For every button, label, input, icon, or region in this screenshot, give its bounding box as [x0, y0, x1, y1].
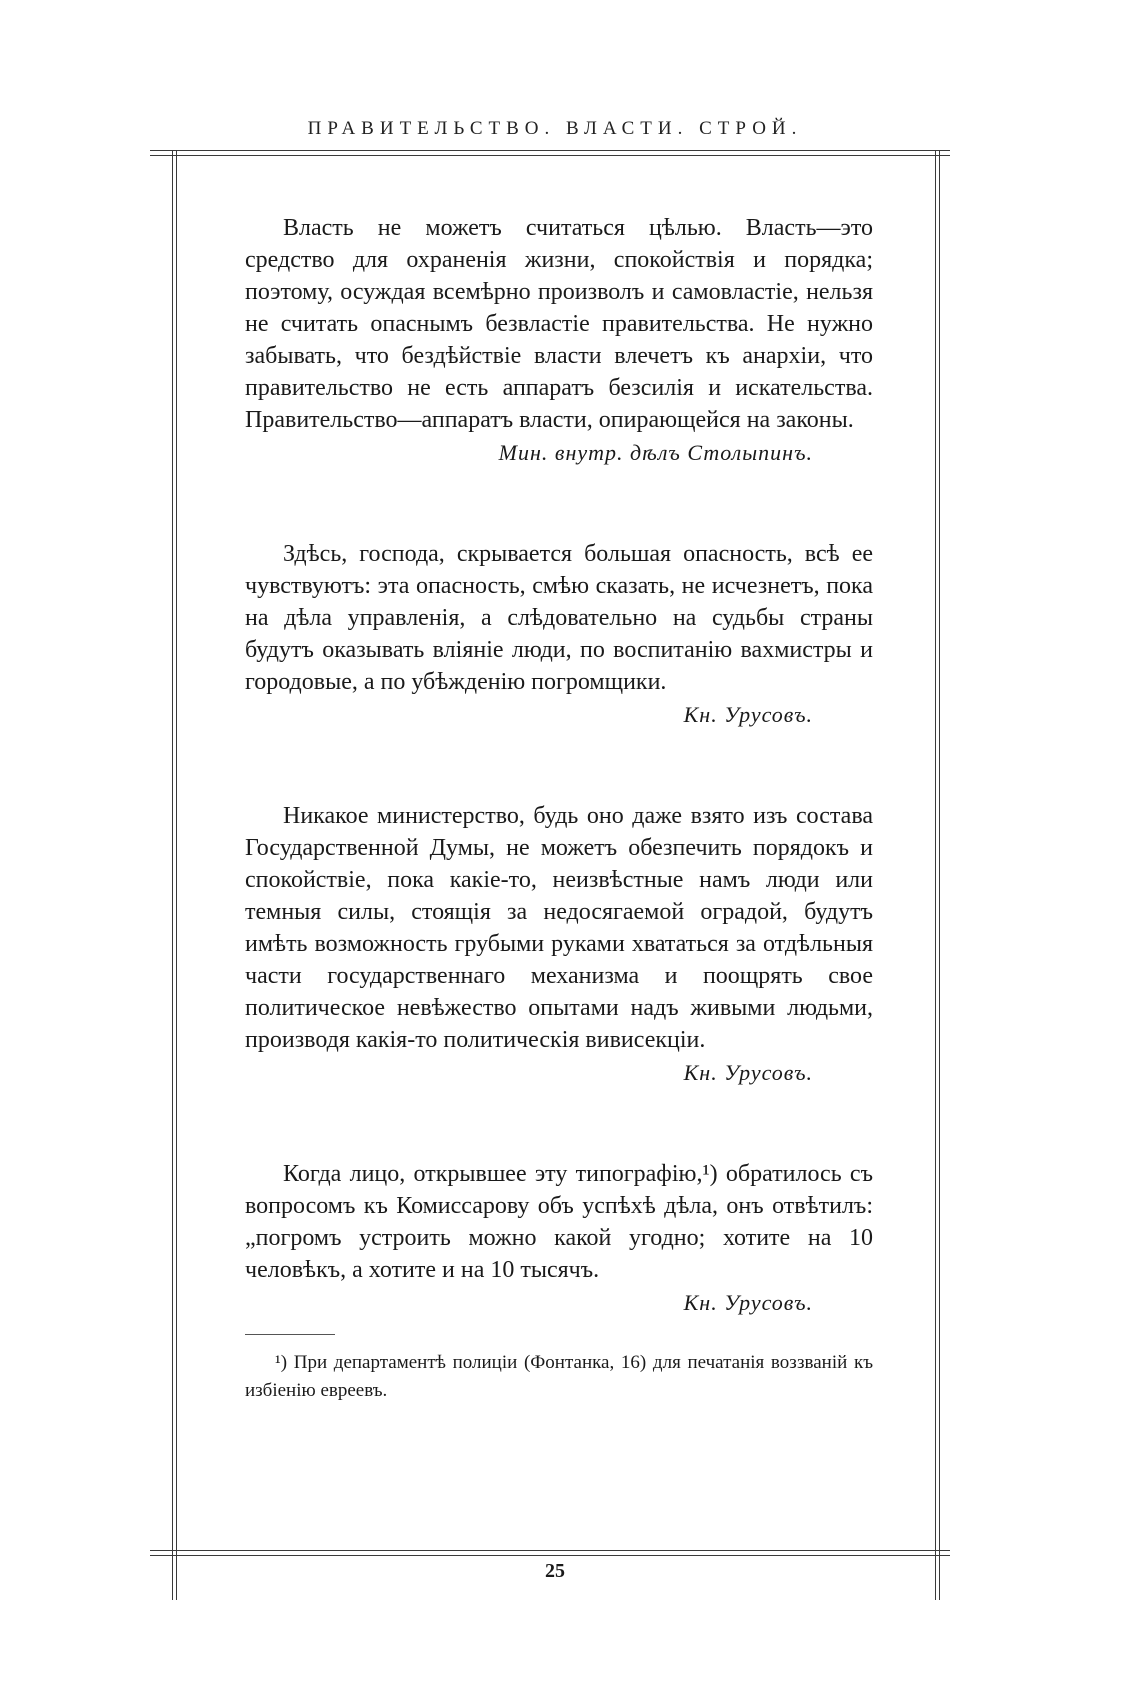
footnote-marker: ¹)	[275, 1352, 288, 1373]
footnote	[245, 1349, 873, 1405]
quote-text: Власть не можетъ считаться цѣлью. Власть—это средство для охраненія жизни, спокойствія и порядка; поэтому, осуждая всемѣрно произволъ и самовластіе, нельзя не считать опаснымъ безвластіе правительства. Не нужно забывать, что бездѣйствіе власти влечетъ къ анархіи, что правительство не есть аппаратъ безсилія и искательства. Правительство—аппаратъ власти, опирающейся на законы.	[245, 215, 873, 433]
running-header: ПРАВИТЕЛЬСТВО. ВЛАСТИ. СТРОЙ.	[307, 118, 803, 139]
frame-left-line-inner	[176, 150, 177, 1600]
quote-attribution: Мин. внутр. дѣлъ Столыпинъ.	[498, 440, 813, 465]
footnote-text: При департаментѣ полиціи (Фонтанка, 16) для печатанія воззваній къ избіенію евреевъ.	[245, 1352, 874, 1401]
frame-top-line	[150, 150, 950, 151]
frame-bottom-line	[150, 1555, 950, 1556]
quote-block	[245, 212, 873, 466]
quote-attribution: Кн. Урусовъ.	[683, 1290, 813, 1315]
frame-left-line	[172, 150, 173, 1600]
quote-block	[245, 1158, 873, 1316]
quote-block	[245, 800, 873, 1086]
footnote-divider	[245, 1334, 335, 1335]
quote-block	[245, 538, 873, 728]
quote-text: Здѣсь, господа, скрывается большая опасность, всѣ ее чувствуютъ: эта опасность, смѣю сказать, не исчезнетъ, пока на дѣла управленія, а слѣдовательно на судьбы страны будутъ оказывать вліяніе люди, по воспитанію вахмистры и городовые, а по убѣжденію погромщики.	[245, 541, 873, 695]
frame-right-line-inner	[935, 150, 936, 1600]
quote-text: Никакое министерство, будь оно даже взято изъ состава Государственной Думы, не можетъ обезпечить порядокъ и спокойствіе, пока какіе-то, неизвѣстные намъ люди или темныя силы, стоящія за недосягаемой оградой, будутъ имѣть возможность грубыми руками хвататься за отдѣльныя части государственнаго механизма и поощрять свое политическое невѣжество опытами надъ живыми людьми, производя какія-то политическія вивисекціи.	[245, 803, 873, 1053]
page-content	[245, 212, 873, 1405]
quote-attribution: Кн. Урусовъ.	[683, 702, 813, 727]
quote-text: Когда лицо, открывшее эту типографію,¹) обратилось съ вопросомъ къ Комиссарову объ успѣхѣ дѣла, онъ отвѣтилъ: „погромъ устроить можно какой угодно; хотите на 10 человѣкъ, а хотите и на 10 тысячъ.	[245, 1161, 873, 1283]
page-number: 25	[545, 1560, 565, 1582]
frame-right-line	[939, 150, 940, 1600]
quote-attribution: Кн. Урусовъ.	[683, 1060, 813, 1085]
frame-bottom-line-inner	[150, 1550, 950, 1551]
frame-top-line-inner	[150, 155, 950, 156]
